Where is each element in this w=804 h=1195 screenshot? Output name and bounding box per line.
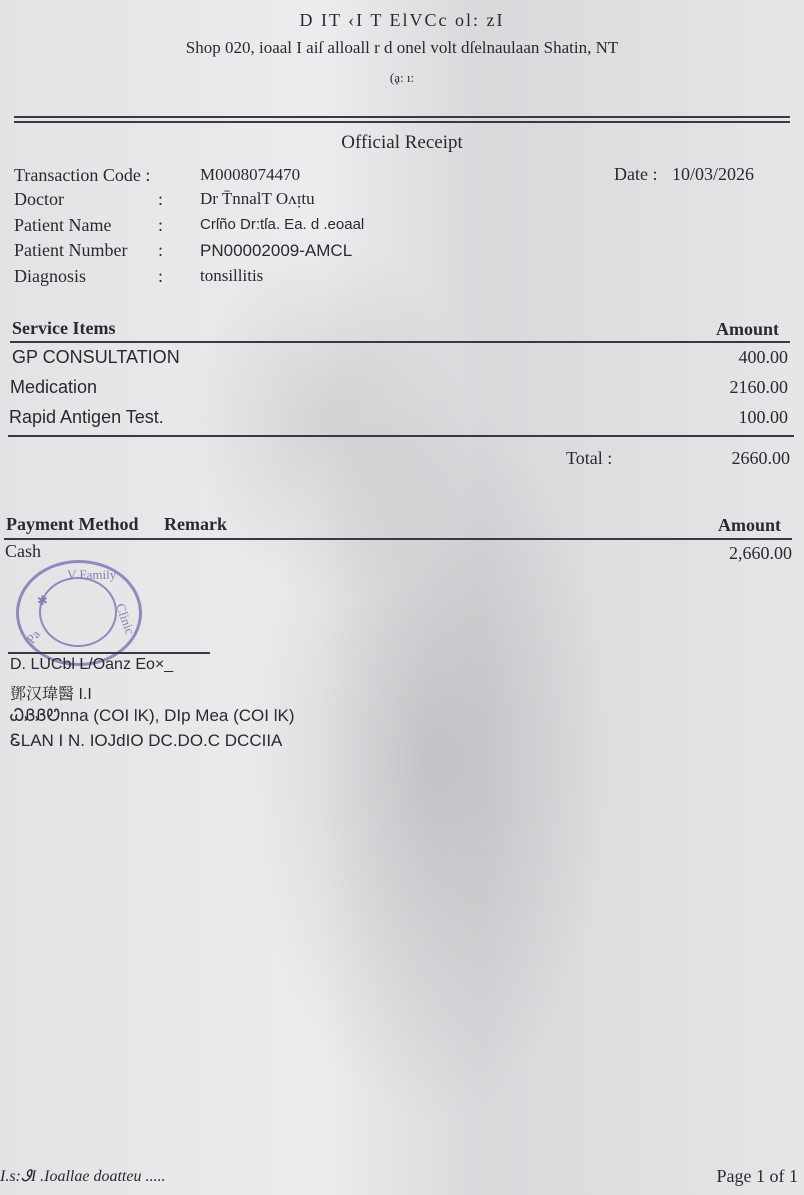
header-rule-2 bbox=[14, 121, 790, 123]
clinic-name: D IT ‹I T ElVCc ol: zI bbox=[299, 10, 505, 30]
stamp-text: V Family bbox=[67, 567, 117, 582]
service-amount-header: Amount bbox=[716, 319, 780, 339]
diagnosis-value: tonsillitis bbox=[200, 266, 264, 285]
signature-line bbox=[8, 652, 210, 654]
payment-method-header: Payment Method bbox=[6, 514, 139, 534]
payment-remark-header: Remark bbox=[164, 514, 227, 534]
footer-note: I.s:ᏭI .Ioallae doatteu ..... bbox=[0, 1168, 166, 1185]
clinic-phone: (ḁ: ı: bbox=[389, 70, 415, 85]
doctor-value: Dr T̄nnalT Oᴧᴉtu bbox=[200, 189, 315, 208]
date-value: 10/03/2026 bbox=[672, 164, 755, 184]
doctor-signature-name: D. LUCbl L/Oanz Eo×_ bbox=[10, 656, 174, 673]
doctor-sep: : bbox=[158, 189, 164, 209]
receipt-title: Official Receipt bbox=[341, 132, 463, 153]
doctor-label: Doctor bbox=[14, 189, 64, 209]
transaction-code-value: M0008074470 bbox=[200, 165, 301, 184]
payment-amount-value: 2,660.00 bbox=[729, 543, 792, 563]
service-item-name: Medication bbox=[10, 377, 98, 397]
patient-name-value: Crſño Dr:tſa. Ea. d .eoaal bbox=[200, 216, 365, 233]
patient-number-sep: : bbox=[158, 240, 164, 260]
service-item-name: GP CONSULTATION bbox=[12, 347, 180, 367]
table-rule bbox=[4, 538, 792, 540]
diagnosis-label: Diagnosis bbox=[14, 266, 86, 286]
doctor-registration: ᏋLAN I N. IOJdIO DC.DO.C DCCIIA bbox=[10, 731, 283, 750]
patient-name-sep: : bbox=[158, 215, 164, 235]
stamp-text: Clinic bbox=[112, 601, 138, 637]
total-label: Total : bbox=[566, 448, 613, 468]
service-item-amount: 100.00 bbox=[738, 407, 788, 427]
table-rule bbox=[10, 341, 790, 343]
page-number: Page 1 of 1 bbox=[716, 1166, 798, 1186]
stamp-text: Pa bbox=[23, 626, 44, 647]
payment-method-value: Cash bbox=[5, 541, 41, 561]
patient-number-label: Patient Number bbox=[14, 240, 128, 260]
doctor-chinese-name: 鄧汉瑋醫 I.I bbox=[10, 686, 92, 703]
transaction-code-label: Transaction Code : bbox=[14, 165, 151, 185]
service-item-name: Rapid Antigen Test. bbox=[9, 407, 164, 427]
clinic-address: Shop 020, ioaal I aiſ alloall r d onel volt dſelnaulaan Shatin, NT bbox=[185, 38, 619, 57]
diagnosis-sep: : bbox=[158, 266, 164, 286]
date-label: Date : bbox=[614, 164, 658, 184]
service-item-amount: 400.00 bbox=[738, 347, 788, 367]
service-item-amount: 2160.00 bbox=[729, 377, 788, 397]
total-value: 2660.00 bbox=[731, 448, 790, 468]
service-items-header: Service Items bbox=[12, 318, 116, 338]
table-rule bbox=[8, 435, 794, 437]
header-rule bbox=[14, 116, 790, 118]
payment-amount-header: Amount bbox=[718, 515, 782, 535]
clinic-stamp: V Family Clinic Pa ✱ bbox=[16, 560, 142, 666]
patient-number-value: PN00002009-AMCL bbox=[200, 241, 353, 260]
patient-name-label: Patient Name bbox=[14, 215, 112, 235]
doctor-qualifications: ᏇᏰᏰᏬnna (COI lK), DIp Mea (COI lK) bbox=[10, 706, 295, 725]
